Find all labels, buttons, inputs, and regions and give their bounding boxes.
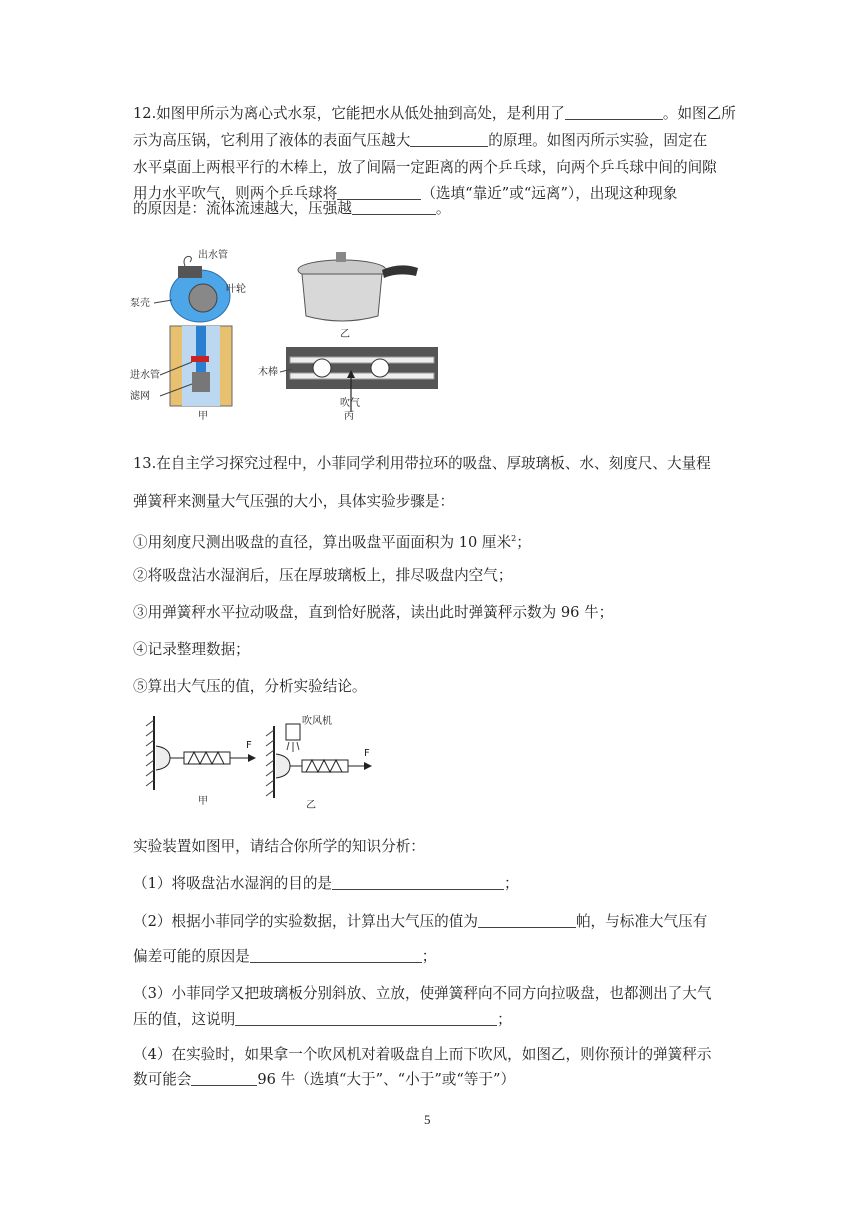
- q12-line-5: 的原因是：流体流速越大，压强越 。: [133, 200, 451, 217]
- q13-part-4-line-1: （4）在实验时，如果拿一个吹风机对着吸盘自上而下吹风，如图乙，则你预计的弹簧秤示: [133, 1046, 712, 1063]
- label-yi-13: 乙: [306, 800, 316, 811]
- q13-intro-1: 13.在自主学习探究过程中，小菲同学利用带拉环的吸盘、厚玻璃板、水、刻度尺、大量程: [133, 455, 711, 472]
- outlet-hose: [184, 256, 191, 266]
- q13-part-2-line-2: 偏差可能的原因是 ；: [133, 948, 437, 965]
- label-force-a: F: [246, 740, 252, 751]
- pingpong-ball-right: [371, 359, 389, 377]
- q13-part-3-line-2: 压的值，这说明 ；: [133, 1011, 512, 1028]
- q13-part-2-line-1: （2）根据小菲同学的实验数据，计算出大气压的值为 帕，与标准大气压有: [133, 913, 708, 930]
- cooker-handle: [382, 265, 418, 278]
- inlet-valve: [191, 356, 209, 362]
- label-yi: 乙: [340, 329, 350, 340]
- cooker-pot: [302, 274, 382, 321]
- answer-blank[interactable]: [410, 132, 488, 147]
- label-filter: 滤网: [130, 391, 150, 402]
- answer-blank[interactable]: [337, 185, 421, 200]
- label-rod: 木棒: [258, 367, 278, 378]
- q12-line-4: 用力水平吹气，则两个乒乓球将 （选填“靠近”或“远离”），出现这种现象: [133, 185, 678, 202]
- suction-cup-a: [156, 746, 170, 770]
- answer-blank[interactable]: [250, 948, 422, 963]
- q12-line-1: 12.如图甲所示为离心式水泵，它能把水从低处抽到高处，是利用了 。如图乙所: [133, 105, 736, 122]
- figure-pressure-cooker: [280, 244, 430, 340]
- hair-dryer: [286, 724, 300, 740]
- q13-setup: 实验装置如图甲，请结合你所学的知识分析：: [133, 838, 425, 855]
- wooden-rod-top: [290, 357, 434, 363]
- q13-step-1: ①用刻度尺测出吸盘的直径，算出吸盘平面面积为 10 厘米$^2$；: [133, 533, 531, 551]
- pressure-valve: [336, 252, 346, 262]
- page-number: 5: [424, 1112, 431, 1127]
- answer-blank[interactable]: [565, 105, 663, 120]
- q13-step-2: ②将吸盘沾水湿润后，压在厚玻璃板上，排尽吸盘内空气；: [133, 567, 513, 584]
- figure-pingpong-balls: [258, 342, 438, 422]
- label-impeller: 叶轮: [226, 284, 246, 295]
- q13-part-3-line-1: （3）小菲同学又把玻璃板分别斜放、立放，使弹簧秤向不同方向拉吸盘，也都测出了大气: [133, 985, 712, 1002]
- outlet-pipe: [178, 266, 202, 278]
- q12-line-3: 水平桌面上两根平行的木棒上，放了间隔一定距离的两个乒乓球，向两个乒乓球中间的间隙: [133, 159, 717, 176]
- filter-mesh: [192, 372, 210, 392]
- q12-line-2: 示为高压锅，它利用了液体的表面气压越大 的原理。如图丙所示实验，固定在: [133, 132, 708, 149]
- q13-step-5: ⑤算出大气压的值，分析实验结论。: [133, 678, 367, 695]
- label-blow: 吹气: [340, 398, 360, 409]
- suction-cup-b: [276, 754, 290, 778]
- q13-step-3: ③用弹簧秤水平拉动吸盘，直到恰好脱落，读出此时弹簧秤示数为 96 牛；: [133, 604, 614, 621]
- label-jia-13: 甲: [198, 796, 208, 807]
- label-dryer: 吹风机: [302, 716, 332, 727]
- label-force-b: F: [364, 748, 370, 759]
- q13-part-4-line-2: 数可能会 96 牛（选填“大于”、“小于”或“等于”）: [133, 1071, 516, 1088]
- wooden-rod-bottom: [290, 373, 434, 379]
- figure-centrifugal-pump: [130, 244, 246, 424]
- answer-blank[interactable]: [332, 875, 504, 890]
- q13-intro-2: 弹簧秤来测量大气压强的大小，具体实验步骤是：: [133, 493, 455, 510]
- label-casing: 泵壳: [130, 298, 150, 309]
- label-inlet: 进水管: [130, 370, 160, 381]
- inlet-pipe: [196, 326, 206, 376]
- label-bing: 丙: [344, 411, 354, 422]
- answer-blank[interactable]: [235, 1011, 497, 1026]
- answer-blank[interactable]: [478, 913, 576, 928]
- airflow-lines: [287, 742, 299, 752]
- table-surface: [286, 347, 438, 389]
- figure-suction-cup-experiment: [140, 712, 390, 810]
- pingpong-ball-left: [313, 359, 331, 377]
- q13-step-4: ④记录整理数据；: [133, 641, 250, 658]
- label-outlet: 出水管: [198, 250, 228, 261]
- answer-blank[interactable]: [191, 1071, 257, 1086]
- impeller: [189, 284, 217, 312]
- q13-part-1: （1）将吸盘沾水湿润的目的是 ；: [133, 875, 519, 892]
- answer-blank[interactable]: [352, 200, 436, 215]
- label-jia: 甲: [198, 411, 208, 422]
